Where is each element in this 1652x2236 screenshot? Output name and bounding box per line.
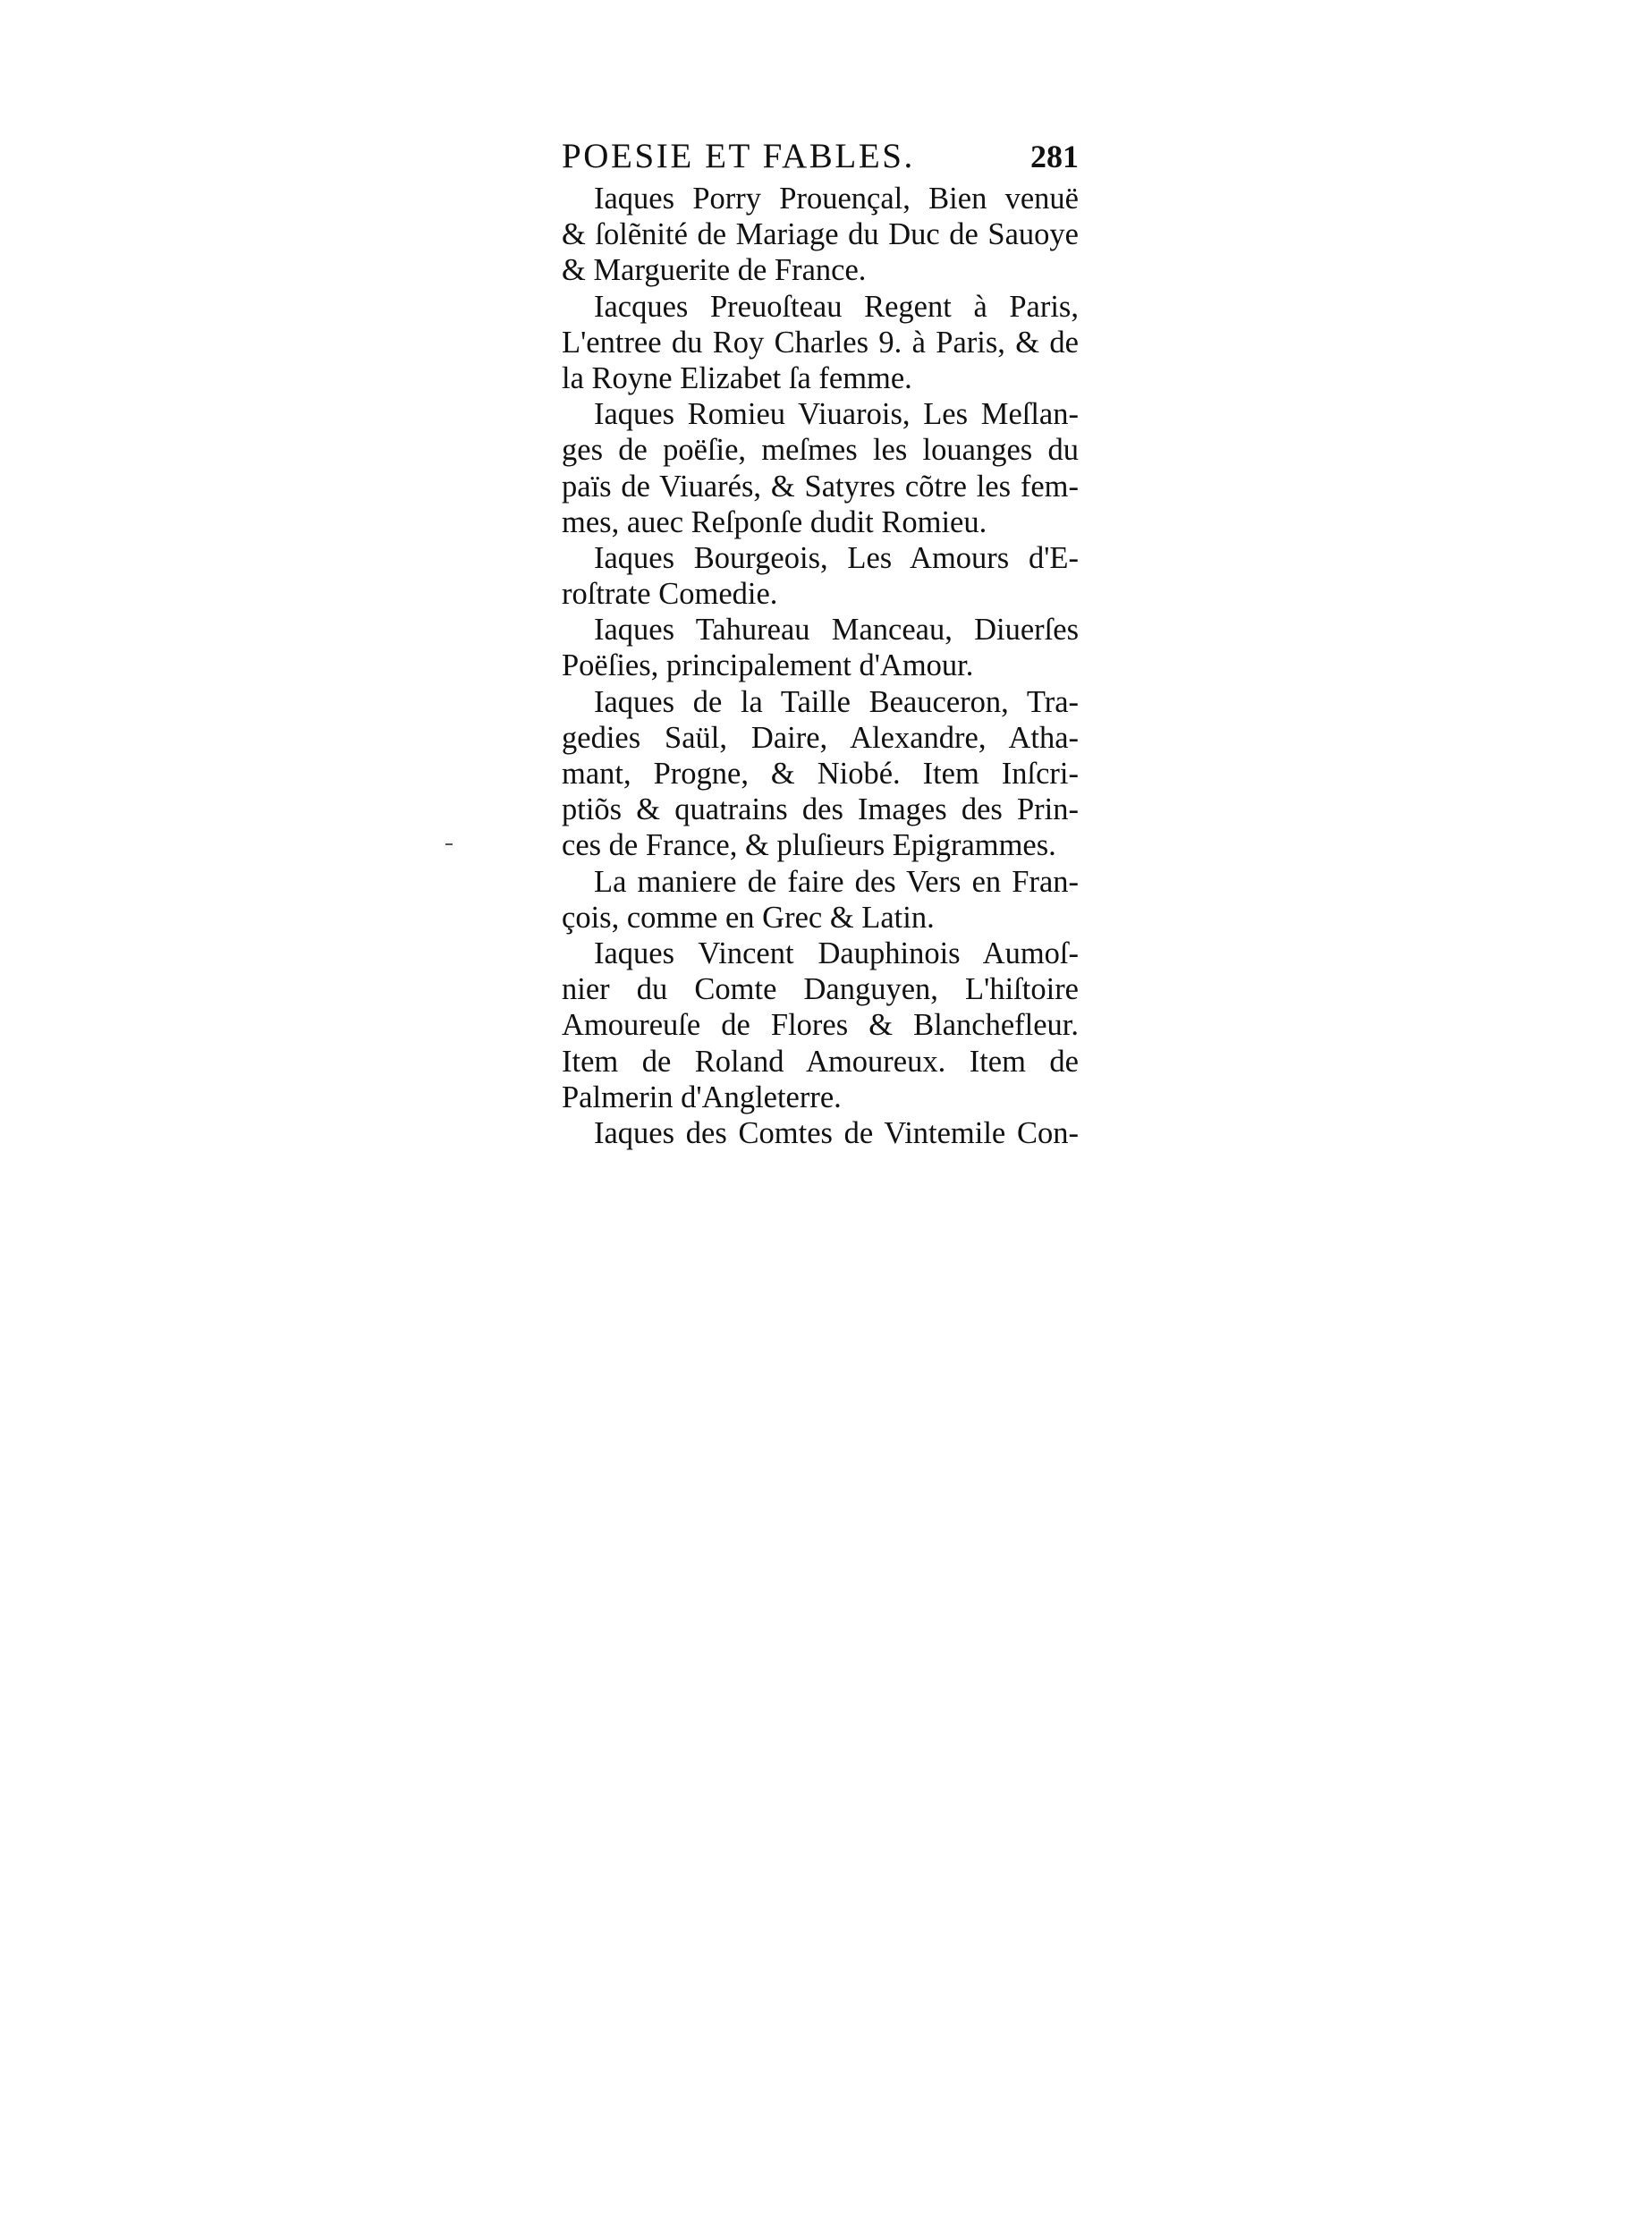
entry-maniere-vers <box>562 864 1079 936</box>
entry-des-comtes <box>562 1115 1079 1151</box>
entry-tahureau <box>562 612 1079 683</box>
entry-line: la Royne Elizabet ſa femme. <box>562 360 912 395</box>
entry-line: Iacques Preuoſteau Regent à Paris, <box>594 289 1079 324</box>
running-title: POESIE ET FABLES. <box>562 137 915 175</box>
entry-line: Iaques Porry Prouençal, Bien venuë <box>594 182 1079 216</box>
entry-line: mes, auec Reſponſe dudit Romieu. <box>562 504 987 539</box>
entry-line: Palmerin d'Angleterre. <box>562 1080 842 1114</box>
entry-romieu <box>562 396 1079 540</box>
entry-line: La maniere de faire des Vers en Fran- <box>594 864 1079 899</box>
entry-line: nier du Comte Danguyen, L'hiſtoire <box>562 972 1079 1007</box>
running-head <box>562 136 1079 181</box>
entry-line: Amoureuſe de Flores & Blanchefleur. <box>562 1008 1079 1043</box>
entry-line: Iaques Tahureau Manceau, Diuerſes <box>594 613 1079 648</box>
entry-line: & Marguerite de France. <box>562 253 867 288</box>
entry-bourgeois <box>562 540 1079 612</box>
entry-line: çois, comme en Grec & Latin. <box>562 900 935 935</box>
entry-porry <box>562 181 1079 289</box>
entry-line: L'entree du Roy Charles 9. à Paris, & de <box>562 325 1079 360</box>
entry-line: Iaques des Comtes de Vintemile Con- <box>594 1115 1079 1150</box>
entry-de-la-taille <box>562 684 1079 864</box>
entry-line: Iaques Bourgeois, Les Amours d'E- <box>594 540 1079 575</box>
page-number: 281 <box>1030 139 1079 174</box>
entry-line: ptiõs & quatrains des Images des Prin- <box>562 792 1079 827</box>
text-block <box>562 136 1079 1151</box>
entry-line: païs de Viuarés, & Satyres cõtre les fem- <box>562 469 1079 504</box>
entry-line: roſtrate Comedie. <box>562 577 778 612</box>
entry-line: & ſolẽnité de Mariage du Duc de Sauoye <box>562 217 1079 252</box>
entry-line: Poëſies, principalement d'Amour. <box>562 648 974 683</box>
entry-line: gedies Saül, Daire, Alexandre, Atha- <box>562 720 1079 755</box>
entry-line: Iaques de la Taille Beauceron, Tra- <box>594 684 1079 719</box>
entry-line: Iaques Romieu Viuarois, Les Meſlan- <box>594 397 1079 432</box>
entry-vincent <box>562 936 1079 1115</box>
entry-line: Item de Roland Amoureux. Item de <box>562 1044 1079 1079</box>
entry-line: ces de France, & pluſieurs Epigrammes. <box>562 828 1056 863</box>
entry-line: ges de poëſie, meſmes les louanges du <box>562 433 1079 468</box>
entry-line: Iaques Vincent Dauphinois Aumoſ- <box>594 936 1079 970</box>
entry-line: mant, Progne, & Niobé. Item Inſcri- <box>562 757 1079 791</box>
stray-ink-mark <box>445 843 453 845</box>
entry-preuosteau <box>562 289 1079 397</box>
